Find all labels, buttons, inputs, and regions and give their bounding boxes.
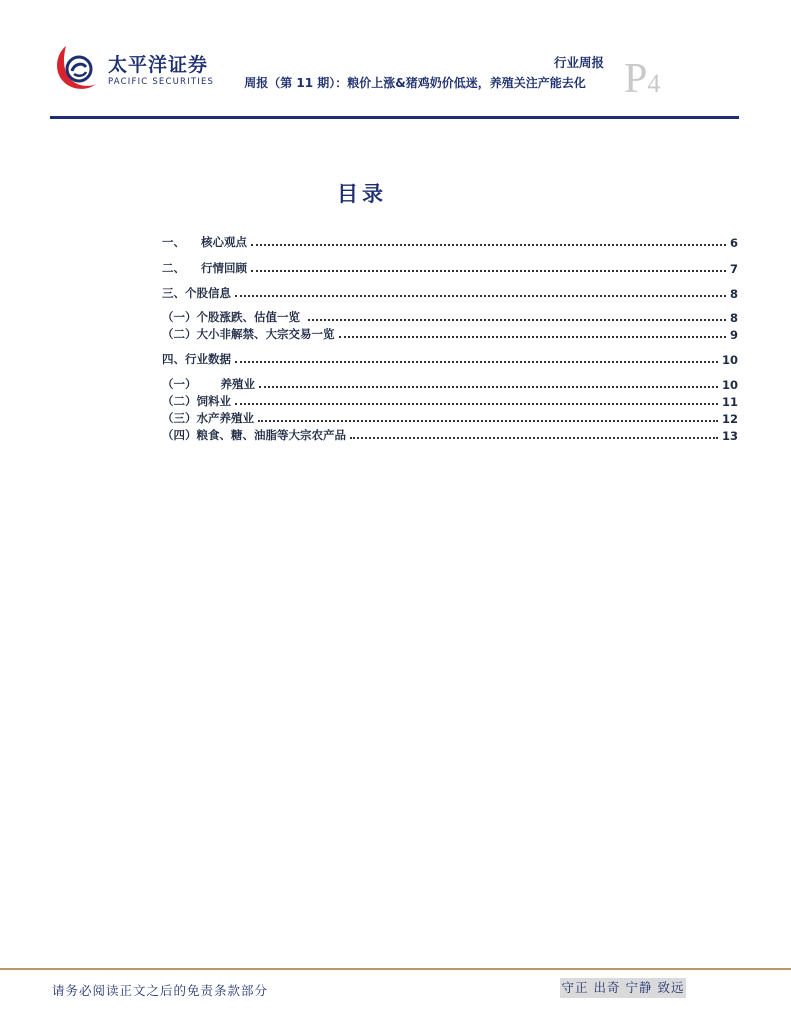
toc-item-label: 三、个股信息 bbox=[162, 286, 231, 300]
toc-item-label: （二）饲料业 bbox=[162, 394, 231, 408]
company-motto: 守正 出奇 宁静 致远 bbox=[560, 978, 686, 998]
toc-title: 目录 bbox=[337, 182, 387, 206]
toc-item-page: 10 bbox=[721, 353, 738, 367]
toc-leader-dots bbox=[251, 243, 726, 246]
toc-leader-dots bbox=[258, 419, 718, 422]
toc-item-label: 二、 行情回顾 bbox=[162, 261, 248, 275]
toc-item-page: 7 bbox=[729, 262, 738, 276]
toc-item[interactable] bbox=[162, 258, 738, 276]
toc-item-label: 一、 核心观点 bbox=[162, 235, 248, 249]
toc-leader-dots bbox=[251, 269, 726, 272]
toc-item[interactable] bbox=[162, 307, 738, 325]
toc-item[interactable] bbox=[162, 425, 738, 443]
toc-item[interactable] bbox=[162, 408, 738, 426]
page-digit: 4 bbox=[647, 69, 661, 98]
toc-item[interactable] bbox=[162, 324, 738, 342]
report-title: 周报（第 11 期）：粮价上涨&猪鸡奶价低迷，养殖关注产能去化 bbox=[244, 76, 586, 90]
toc-leader-dots bbox=[350, 436, 718, 439]
toc-leader-dots bbox=[308, 318, 726, 321]
company-name-cn: 太平洋证券 bbox=[108, 54, 209, 76]
toc-leader-dots bbox=[235, 294, 726, 297]
toc-item[interactable] bbox=[162, 283, 738, 301]
toc-item[interactable] bbox=[162, 374, 738, 392]
toc-leader-dots bbox=[235, 402, 718, 405]
toc-item-label: （一）个股涨跌、估值一览 bbox=[162, 310, 305, 324]
toc-item-page: 9 bbox=[729, 328, 738, 342]
page-number bbox=[624, 58, 660, 105]
company-logo bbox=[52, 40, 215, 96]
toc-item-label: （一） 养殖业 bbox=[162, 377, 256, 391]
page-header bbox=[0, 0, 791, 120]
toc-item-label: （四）粮食、糖、油脂等大宗农产品 bbox=[162, 428, 346, 442]
footer-divider bbox=[0, 968, 791, 970]
report-type: 行业周报 bbox=[554, 55, 605, 70]
toc-item-page: 13 bbox=[721, 429, 738, 443]
toc-item-page: 10 bbox=[721, 378, 738, 392]
header-divider bbox=[50, 116, 739, 119]
toc-item-page: 11 bbox=[721, 395, 738, 409]
page-letter: P bbox=[624, 56, 648, 102]
toc-item-page: 12 bbox=[721, 412, 738, 426]
disclaimer-note: 请务必阅读正文之后的免责条款部分 bbox=[52, 983, 269, 998]
toc-item[interactable] bbox=[162, 391, 738, 409]
toc-item-page: 8 bbox=[729, 311, 738, 325]
toc-item-page: 8 bbox=[729, 287, 738, 301]
toc-leader-dots bbox=[259, 385, 718, 388]
toc-item[interactable] bbox=[162, 232, 738, 250]
toc-item-label: （二）大小非解禁、大宗交易一览 bbox=[162, 327, 335, 341]
toc-item-label: （三）水产养殖业 bbox=[162, 411, 254, 425]
toc-item-page: 6 bbox=[729, 236, 738, 250]
toc-leader-dots bbox=[235, 360, 718, 363]
company-name-en: PACIFIC SECURITIES bbox=[108, 77, 215, 87]
toc-item[interactable] bbox=[162, 349, 738, 367]
toc-leader-dots bbox=[339, 335, 726, 338]
toc-item-label: 四、行业数据 bbox=[162, 352, 231, 366]
pacific-securities-logo-icon bbox=[52, 40, 104, 92]
